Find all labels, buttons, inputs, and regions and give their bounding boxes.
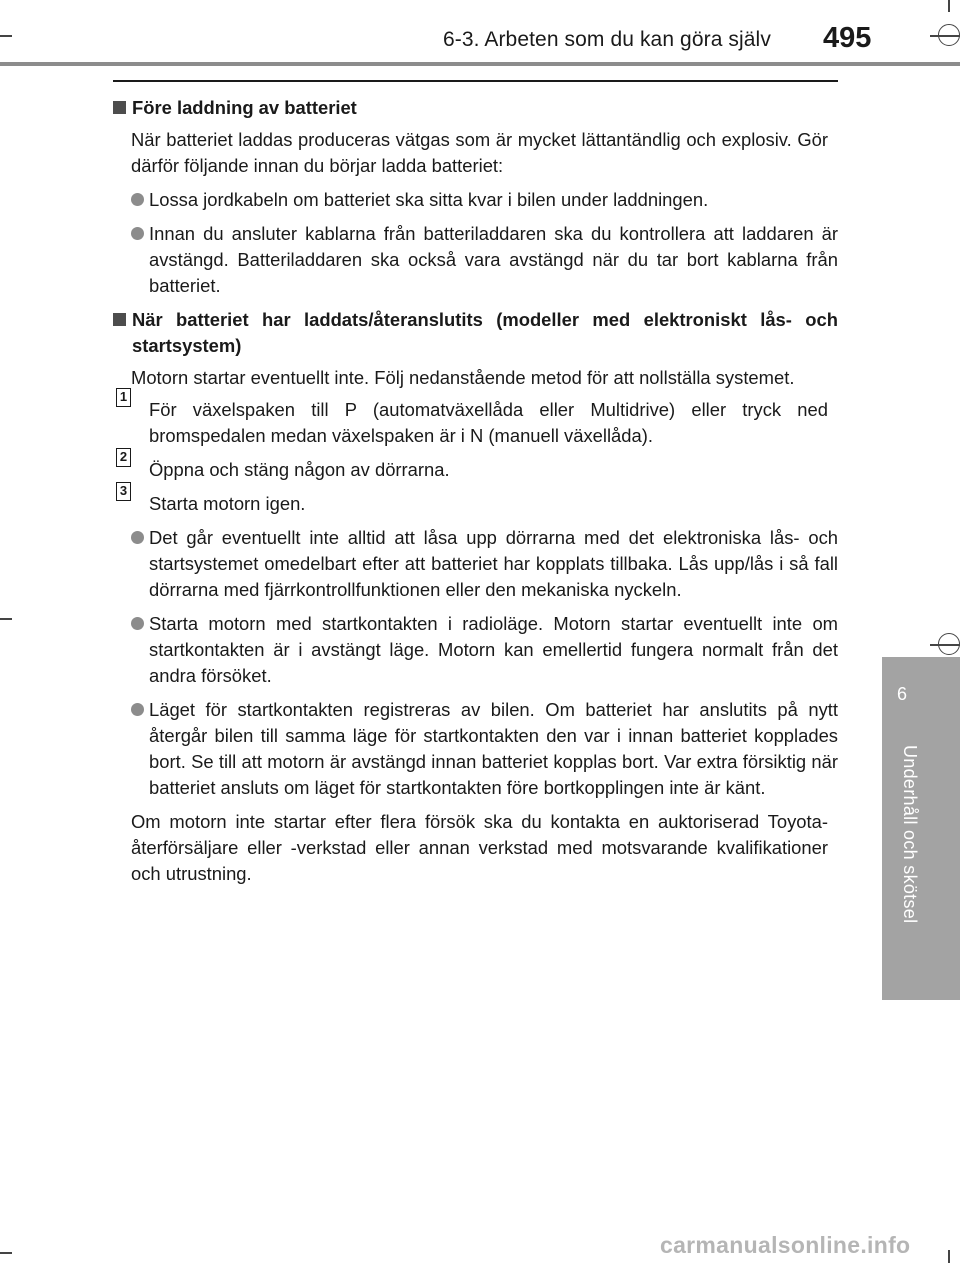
section-heading: Före laddning av batteriet	[113, 95, 838, 121]
step-number-badge: 2	[116, 448, 131, 467]
list-item: Det går eventuellt inte alltid att låsa upp dörrarna med det elektroniska lås- och startsystemet omedelbart efter att batteriet har kopplats tillbaka. Lås upp/lås i så fall dörrarna med fjärrkontrollfunktionen eller den mekaniska nyckeln.	[113, 525, 838, 603]
list-item: Starta motorn med startkontakten i radioläge. Motorn startar eventuellt inte om startkontakten är i avstängt läge. Motorn kan emellertid fungera normalt från det andra försöket.	[113, 611, 838, 689]
page-number: 495	[823, 22, 872, 54]
section-heading: När batteriet har laddats/återanslutits (modeller med elektroniskt lås- och startsystem)	[113, 307, 838, 359]
list-item: Innan du ansluter kablarna från batteriladdaren ska du kontrollera att laddaren är avstängd. Batteriladdaren ska också vara avstängd när du tar bort kablarna från batteriet.	[113, 221, 838, 299]
crop-mark	[0, 1252, 12, 1254]
paragraph: Motorn startar eventuellt inte. Följ nedanstående metod för att nollställa systemet.	[131, 367, 795, 388]
crop-mark	[930, 35, 960, 37]
content-rule	[113, 80, 838, 82]
section-title: 6-3. Arbeten som du kan göra själv	[443, 28, 771, 51]
square-bullet-icon	[113, 101, 126, 114]
chapter-label: Underhåll och skötsel	[900, 745, 920, 924]
paragraph: När batteriet laddas produceras vätgas som är mycket lättantändlig och explosiv. Gör därför följande innan du börjar ladda batteriet:	[131, 129, 828, 176]
square-bullet-icon	[113, 313, 126, 326]
crop-mark	[948, 1250, 950, 1263]
crop-mark	[0, 35, 12, 37]
paragraph: Om motorn inte startar efter flera försök ska du kontakta en auktoriserad Toyota-återförsäljare eller -verkstad eller annan verkstad med motsvarande kvalifikationer och utrustning.	[131, 811, 828, 884]
header-rule	[0, 62, 960, 66]
crop-mark	[948, 0, 950, 12]
crop-mark	[0, 618, 12, 620]
circle-bullet-icon	[131, 703, 144, 716]
step-number-badge: 3	[116, 482, 131, 501]
watermark: carmanualsonline.info	[660, 1232, 911, 1258]
step-item: 1 För växelspaken till P (automatväxellåda eller Multidrive) eller tryck ned bromspedalen medan växelspaken är i N (manuell växellåda).	[113, 397, 838, 449]
step-item: 2 Öppna och stäng någon av dörrarna.	[113, 457, 838, 483]
list-item: Lossa jordkabeln om batteriet ska sitta kvar i bilen under laddningen.	[113, 187, 838, 213]
list-item: Läget för startkontakten registreras av bilen. Om batteriet har anslutits på nytt återgår bilen till samma läge för startkontakten den var i innan batteriet kopplades bort. Se till att motorn är avstängd innan batteriet kopplas bort. Var extra försiktig när batteriet ansluts om läget för startkontakten före bortkopplingen inte är känt.	[113, 697, 838, 801]
circle-bullet-icon	[131, 227, 144, 240]
step-item: 3 Starta motorn igen.	[113, 491, 838, 517]
circle-bullet-icon	[131, 617, 144, 630]
page-content	[113, 95, 838, 887]
circle-bullet-icon	[131, 531, 144, 544]
circle-bullet-icon	[131, 193, 144, 206]
chapter-number: 6	[896, 684, 907, 704]
crop-mark	[930, 644, 960, 646]
step-number-badge: 1	[116, 388, 131, 407]
